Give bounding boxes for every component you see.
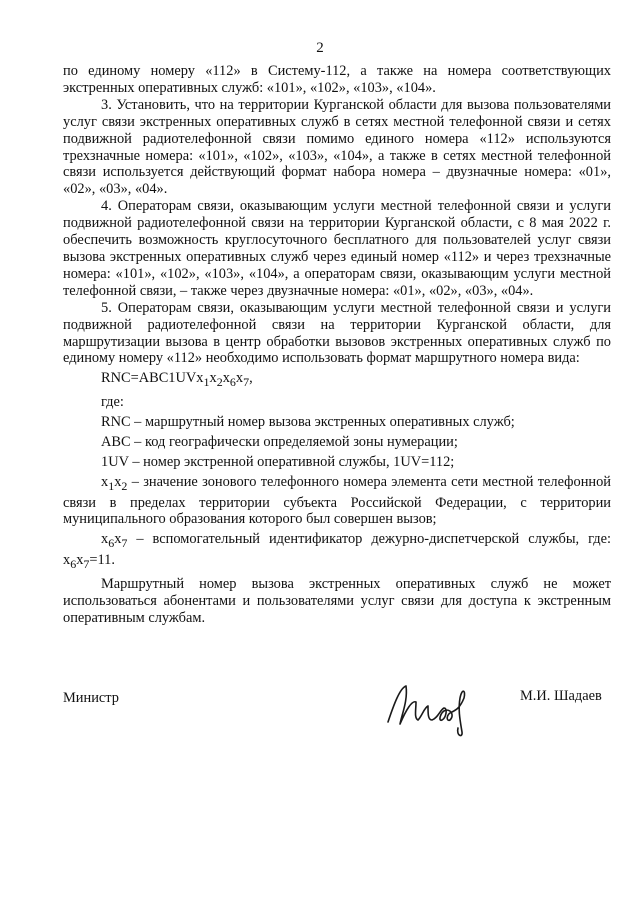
formula-sub-7: 7 [243,375,250,390]
signatory-position: Министр [63,690,119,706]
routing-number-formula: $RNC=ABC1UVx_1x_2x_6x_7$, [101,370,253,390]
definition-x6x7-text: – вспомогательный идентификатор дежурно-диспетчерской службы, где: [127,531,611,548]
definition-1uv: 1UV – номер экстренной оперативной службы, 1UV=112; [101,453,455,470]
paragraph-continuation: по единому номеру «112» в Систему-112, а также на номера соответствующих экстренных оперативных служб: «101», «102», «103», «104». [63,63,611,96]
signatory-name: М.И. Шадаев [520,688,602,704]
definition-x6x7: $x_6x_7$ – вспомогательный идентификатор дежурно-диспетчерской службы, где: $x_6x_7=11$. [63,531,611,571]
paragraph-4: 4. Операторам связи, оказывающим услуги местной телефонной связи и услуги подвижной радиотелефонной связи на территории Курганской области, с 8 мая 2022 г. обеспечить возможность круглосуточного бесплатного для пользователей услуг связи вызова экстренных оперативных служб через единый номер «112» и через трехзначные номера: «101», «102», «103», «104», а операторам связи, оказывающим услуги местной телефонной связи, – также через двузначные номера: «01», «02», «03», «04». [63,198,611,299]
definition-abc: ABC – код географически определяемой зоны нумерации; [101,433,458,450]
document-body [63,63,611,627]
formula-sub-2: 2 [216,375,223,390]
definition-x1x2: $x_1x_2$ – значение зонового телефонного номера элемента сети местной телефонной связи в пределах территории субъекта Российской Федерации, с территории муниципального образования которого был совершен вызов; [63,473,611,528]
paragraph-5: 5. Операторам связи, оказывающим услуги местной телефонной связи и услуги подвижной радиотелефонной связи на территории Курганской области, для маршрутизации вызова в центр обработки вызовов экстренных оперативных служб по единому номеру «112» необходимо использовать формат маршрутного номера вида: [63,299,611,367]
where-label: где: [101,394,124,411]
formula-sub-6: 6 [229,375,236,390]
formula-x2: x [209,370,217,387]
formula-sub-1: 1 [203,375,210,390]
handwritten-signature [380,670,490,740]
closing-paragraph: Маршрутный номер вызова экстренных оперативных служб не может использоваться абонентами и пользователями услуг связи для доступа к экстренным оперативным службам. [63,575,611,626]
formula-x7: x [235,370,244,387]
paragraph-3: 3. Установить, что на территории Курганской области для вызова пользователями услуг связи экстренных оперативных служб в сетях местной телефонной связи и сетях подвижной радиотелефонной связи помимо единого номера «112» используются трехзначные номера: «101», «102», «103», «104», а также в сетях местной телефонной связи используется действующий формат набора номера – двузначные номера: «01», «02», «03», «04». [63,96,611,198]
definition-x1x2-text: – значение зонового телефонного номера элемента сети местной телефонной связи в пределах территории субъекта Российской Федерации, с территории муниципального образования которого был совершен вызов; [63,473,611,528]
formula-x6: x [222,370,230,387]
page-number: 2 [316,40,324,56]
formula-prefix: RNC=ABC1UVx [101,370,204,387]
definition-x6x7-value: =11. [89,552,115,569]
definition-rnc: RNC – маршрутный номер вызова экстренных оперативных служб; [101,414,515,430]
